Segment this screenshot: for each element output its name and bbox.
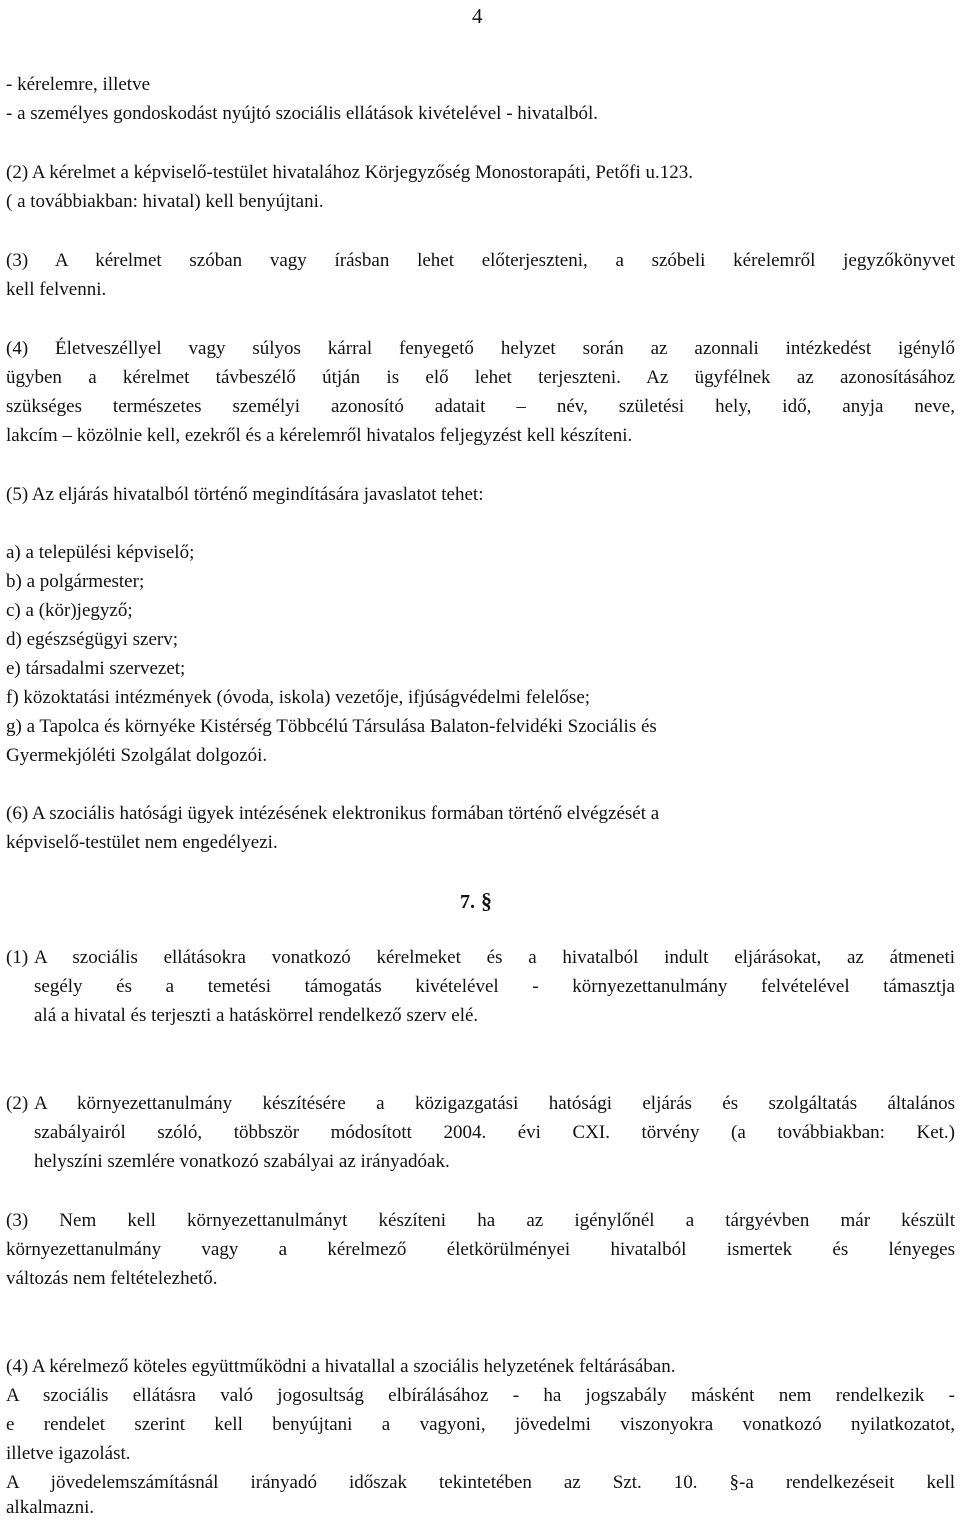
list-item: c) a (kör)jegyző; xyxy=(6,600,133,621)
list-item: b) a polgármester; xyxy=(6,571,145,592)
text-line: (4) Életveszéllyel vagy súlyos kárral fenyegető helyzet során az azonnali intézkedést igénylő xyxy=(6,338,955,359)
list-item: d) egészségügyi szerv; xyxy=(6,629,178,650)
text-line: képviselő-testület nem engedélyezi. xyxy=(6,832,278,853)
text-line: ( a továbbiakban: hivatal) kell benyújtani. xyxy=(6,191,324,212)
text-line: (6) A szociális hatósági ügyek intézésének elektronikus formában történő elvégzését a xyxy=(6,803,660,824)
text-line: kell felvenni. xyxy=(6,279,107,300)
text-line: szükséges természetes személyi azonosító adatait – név, születési hely, idő, anyja neve, xyxy=(6,396,955,417)
paragraph-label: (2) xyxy=(6,1093,29,1114)
text-line: (4) A kérelmező köteles együttműködni a hivatallal a szociális helyzetének feltárásában. xyxy=(6,1356,676,1377)
text-line: lakcím – közölnie kell, ezekről és a kérelemről hivatalos feljegyzést kell készíteni. xyxy=(6,425,633,446)
text-line: (2) A kérelmet a képviselő-testület hivatalához Körjegyzőség Monostorapáti, Petőfi u.123. xyxy=(6,162,693,183)
text-line: illetve igazolást. xyxy=(6,1443,131,1464)
text-line: A jövedelemszámításnál irányadó időszak tekintetében az Szt. 10. §-a rendelkezéseit kell xyxy=(6,1472,955,1493)
text-line: A szociális ellátásra való jogosultság elbírálásához - ha jogszabály másként nem rendelkezik - xyxy=(6,1385,955,1406)
text-line: segély és a temetési támogatás kivételével - környezettanulmány felvételével támasztja xyxy=(34,976,955,997)
text-line: (3) A kérelmet szóban vagy írásban lehet előterjeszteni, a szóbeli kérelemről jegyzőkönyvet xyxy=(6,250,955,271)
text-line: helyszíni szemlére vonatkozó szabályai az irányadóak. xyxy=(34,1151,450,1172)
text-line: A környezettanulmány készítésére a közigazgatási hatósági eljárás és szolgáltatás általános xyxy=(34,1093,955,1114)
page-number: 4 xyxy=(472,4,483,28)
section-symbol: § xyxy=(481,888,492,913)
list-item: f) közoktatási intézmények (óvoda, iskola) vezetője, ifjúságvédelmi felelőse; xyxy=(6,687,591,708)
paragraph-label: (1) xyxy=(6,947,29,968)
text-line: - kérelemre, illetve xyxy=(6,74,151,95)
text-line: (5) Az eljárás hivatalból történő megindítására javaslatot tehet: xyxy=(6,484,484,505)
list-item: e) társadalmi szervezet; xyxy=(6,658,186,679)
text-line: szabályairól szóló, többször módosított 2004. évi CXI. törvény (a továbbiakban: Ket.) xyxy=(34,1122,955,1143)
text-line: (3) Nem kell környezettanulmányt készíteni ha az igénylőnél a tárgyévben már készült xyxy=(6,1210,955,1231)
text-line: változás nem feltételezhető. xyxy=(6,1268,218,1289)
text-line: A szociális ellátásokra vonatkozó kérelmeket és a hivatalból indult eljárásokat, az átmeneti xyxy=(34,947,955,968)
text-line: e rendelet szerint kell benyújtani a vagyoni, jövedelmi viszonyokra vonatkozó nyilatkozatot, xyxy=(6,1414,955,1435)
list-item: a) a települési képviselő; xyxy=(6,542,195,563)
list-item: g) a Tapolca és környéke Kistérség Többcélú Társulása Balaton-felvidéki Szociális és xyxy=(6,716,657,737)
text-line: - a személyes gondoskodást nyújtó szociális ellátások kivételével - hivatalból. xyxy=(6,103,599,124)
list-item: Gyermekjóléti Szolgálat dolgozói. xyxy=(6,745,268,766)
section-heading xyxy=(460,886,492,917)
text-line: ügyben a kérelmet távbeszélő útján is elő lehet terjeszteni. Az ügyfélnek az azonosításához xyxy=(6,367,955,388)
text-line: alkalmazni. xyxy=(6,1497,95,1518)
section-number: 7. xyxy=(460,891,475,913)
text-line: alá a hivatal és terjeszti a hatáskörrel rendelkező szerv elé. xyxy=(34,1005,479,1026)
text-line: környezettanulmány vagy a kérelmező életkörülményei hivatalból ismertek és lényeges xyxy=(6,1239,955,1260)
